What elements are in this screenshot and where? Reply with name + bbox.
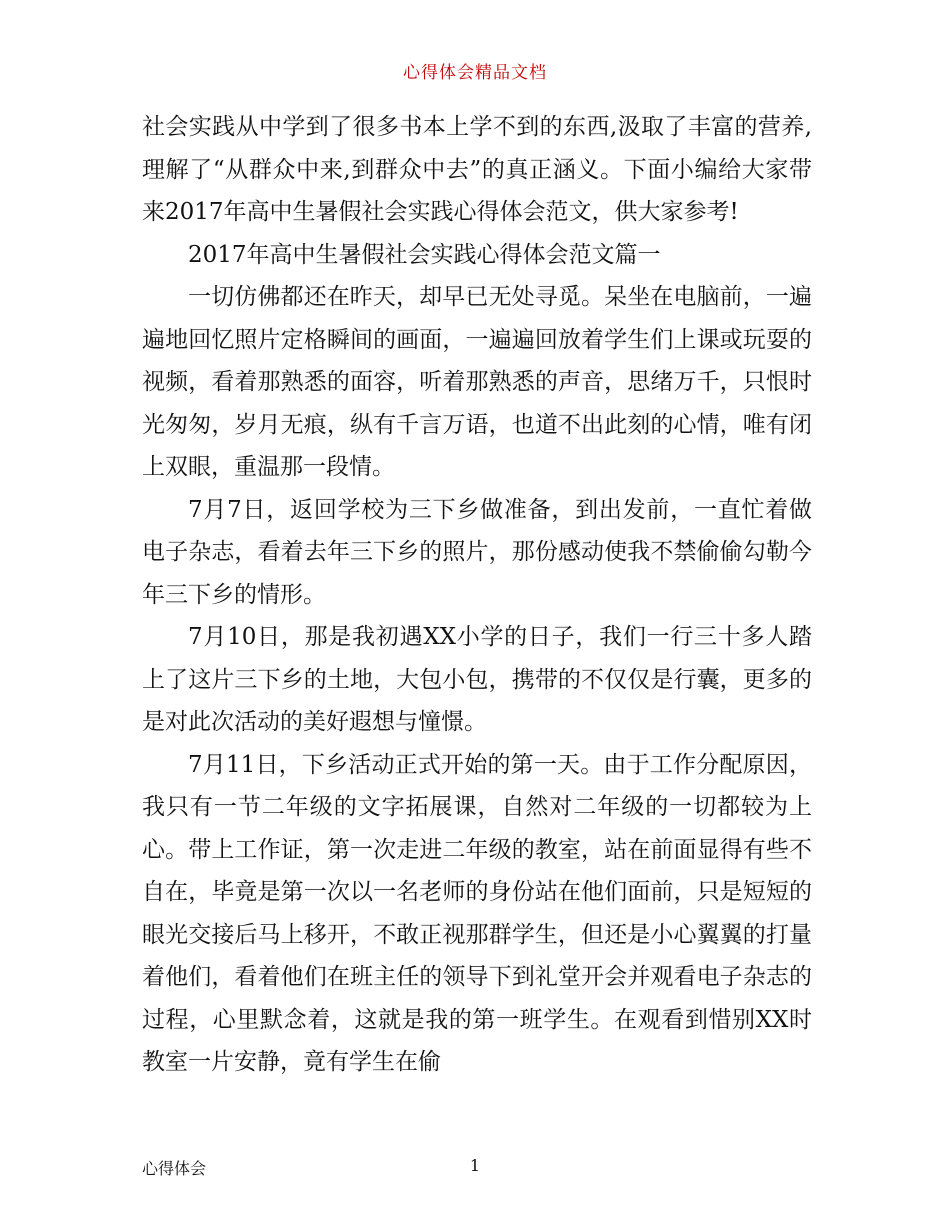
body-paragraph: 一切仿佛都还在昨天，却早已无处寻觅。呆坐在电脑前，一遍遍地回忆照片定格瞬间的画面，一遍遍回放着学生们上课或玩耍的视频，看着那熟悉的面容，听着那熟悉的声音，思绪万千，只恨时光匆匆，岁月无痕，纵有千言万语，也道不出此刻的心情，唯有闭上双眼，重温那一段情。: [142, 284, 812, 480]
body-paragraph: 7月7日，返回学校为三下乡做准备，到出发前，一直忙着做电子杂志，看着去年三下乡的照片，那份感动使我不禁偷偷勾勒今年三下乡的情形。: [142, 496, 812, 608]
page-header-title: 心得体会精品文档: [403, 63, 547, 83]
page-number: 1: [469, 1156, 481, 1175]
document-body: [142, 106, 812, 1084]
body-paragraph: 7月10日，那是我初遇XX小学的日子，我们一行三十多人踏上了这片三下乡的土地，大包小包，携带的不仅仅是行囊，更多的是对此次活动的美好遐想与憧憬。: [142, 624, 812, 735]
intro-paragraph: 社会实践从中学到了很多书本上学不到的东西,汲取了丰富的营养,理解了“从群众中来,到群众中去”的真正涵义。下面小编给大家带来2017年高中生暑假社会实践心得体会范文，供大家参考!: [142, 114, 812, 225]
footer-label: 心得体会: [142, 1159, 207, 1178]
section-heading: 2017年高中生暑假社会实践心得体会范文篇一: [188, 241, 661, 268]
body-paragraph: 7月11日，下乡活动正式开始的第一天。由于工作分配原因，我只有一节二年级的文字拓展课，自然对二年级的一切都较为上心。带上工作证，第一次走进二年级的教室，站在前面显得有些不自在，毕竟是第一次以一名老师的身份站在他们面前，只是短短的眼光交接后马上移开，不敢正视那群学生，但还是小心翼翼的打量着他们，看着他们在班主任的领导下到礼堂开会并观看电子杂志的过程，心里默念着，这就是我的第一班学生。在观看到惜别XX时教室一片安静，竟有学生在偷: [142, 751, 812, 1075]
